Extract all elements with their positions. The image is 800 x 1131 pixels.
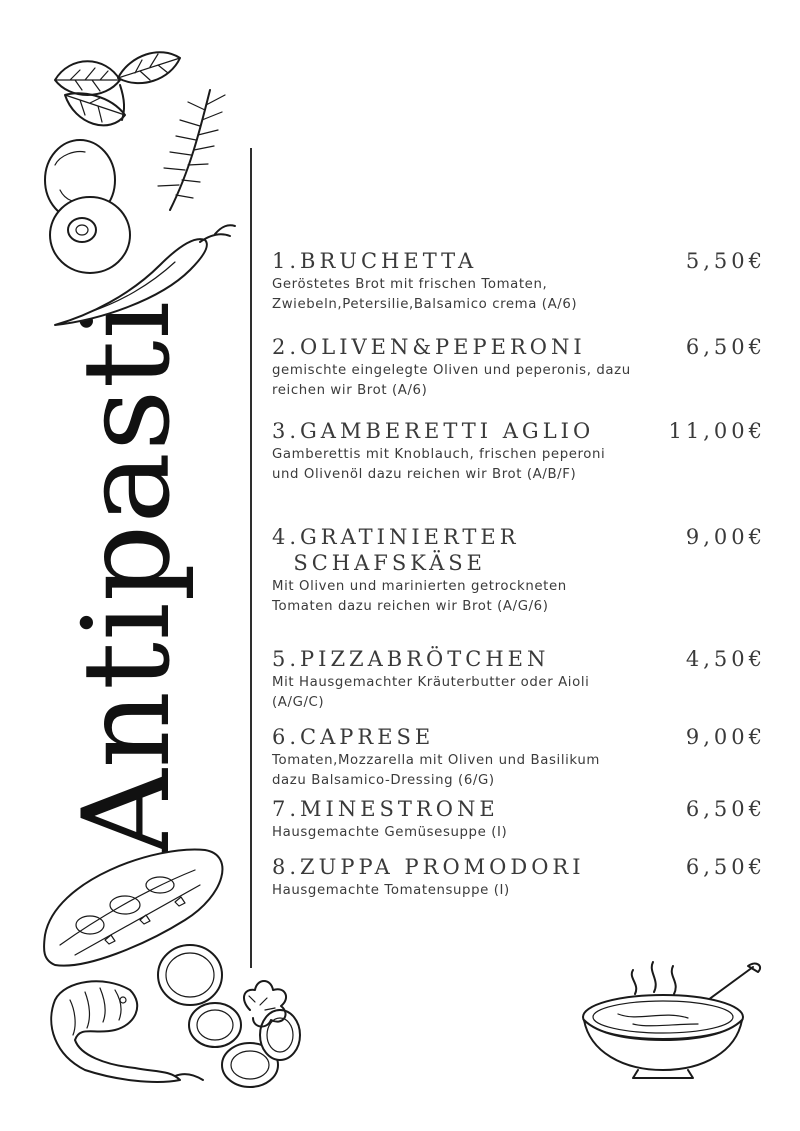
menu-item: [272, 854, 772, 901]
item-name: 6.CAPRESE: [272, 725, 435, 749]
item-price: 6,50€: [685, 335, 766, 359]
item-price: 9,00€: [685, 725, 766, 749]
rosemary-icon: [158, 90, 225, 210]
item-description: Tomaten,Mozzarella mit Oliven und Basilikum dazu Balsamico-Dressing (6/G): [272, 753, 600, 788]
menu-item: [272, 724, 772, 791]
item-name: 7.MINESTRONE: [272, 797, 499, 821]
item-description: Geröstetes Brot mit frischen Tomaten, Zwiebeln,Petersilie,Balsamico crema (A/6): [272, 277, 578, 312]
menu-item: [272, 524, 772, 617]
cucumber-slices-icon: [158, 945, 300, 1087]
item-name: 8.ZUPPA PROMODORI: [272, 855, 585, 879]
item-price: 5,50€: [685, 249, 766, 273]
item-name: 3.GAMBERETTI AGLIO: [272, 419, 595, 443]
item-name: 5.PIZZABRÖTCHEN: [272, 647, 550, 671]
item-description: Hausgemachte Gemüsesuppe (I): [272, 825, 508, 840]
menu-item: [272, 418, 772, 485]
basil-icon: [55, 52, 180, 125]
menu-item: [272, 248, 772, 315]
item-name: 4.GRATINIERTER SCHAFSKÄSE: [272, 525, 520, 575]
menu-item: [272, 646, 772, 713]
item-name: 2.OLIVEN&PEPERONI: [272, 335, 586, 359]
item-description: gemischte eingelegte Oliven und peperonis, dazu reichen wir Brot (A/6): [272, 363, 631, 398]
menu-item: [272, 334, 772, 401]
item-price: 9,00€: [685, 525, 766, 549]
top-left-illustration: [30, 40, 250, 340]
item-description: Hausgemachte Tomatensuppe (I): [272, 883, 510, 898]
item-description: Mit Oliven und marinierten getrockneten Tomaten dazu reichen wir Brot (A/G/6): [272, 579, 567, 614]
item-description: Gamberettis mit Knoblauch, frischen peperoni und Olivenöl dazu reichen wir Brot (A/B/F): [272, 447, 606, 482]
bottom-right-illustration: [578, 952, 763, 1082]
section-title: Antipasti: [58, 299, 197, 857]
soup-bowl-icon: [583, 962, 760, 1078]
item-name: 1.BRUCHETTA: [272, 249, 478, 273]
item-price: 6,50€: [685, 797, 766, 821]
menu-item: [272, 796, 772, 843]
item-description: Mit Hausgemachter Kräuterbutter oder Aioli (A/G/C): [272, 675, 590, 710]
item-price: 4,50€: [685, 647, 766, 671]
bottom-left-illustration: [35, 840, 325, 1100]
item-price: 6,50€: [685, 855, 766, 879]
item-price: 11,00€: [668, 419, 766, 443]
olives-icon: [45, 140, 130, 273]
